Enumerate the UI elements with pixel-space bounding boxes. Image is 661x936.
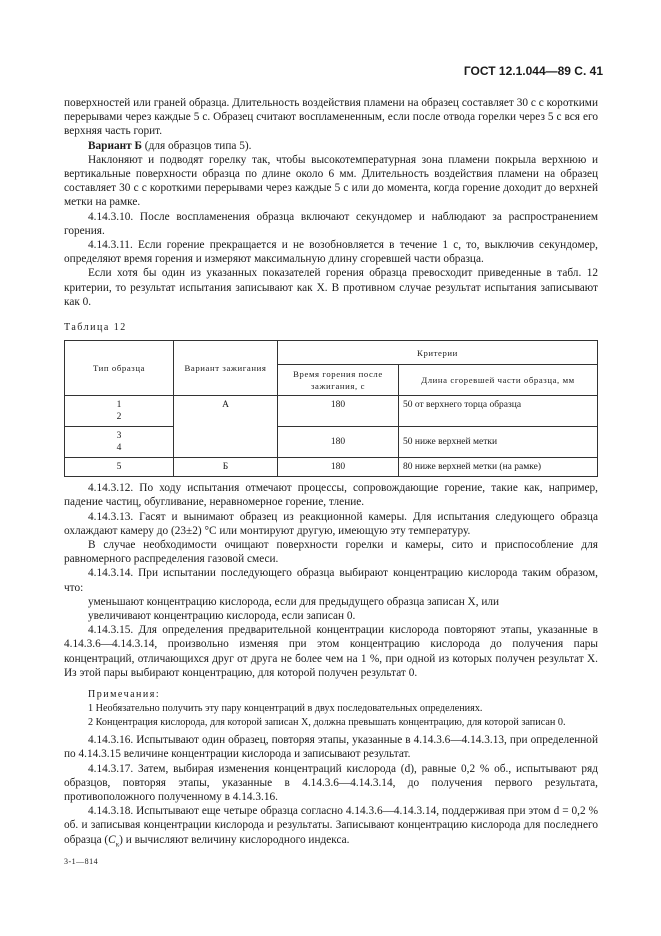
paragraph: 4.14.3.13. Гасят и вынимают образец из реакционной камеры. Для испытания следующего образца охлаждают камеру до (23±2) °С или монтируют другую, имеющую эту температуру.	[64, 510, 598, 537]
paragraph: 4.14.3.10. После воспламенения образца включают секундомер и наблюдают за распространением горения.	[64, 210, 598, 237]
paragraph: 4.14.3.14. При испытании последующего образца выбирают концентрацию кислорода таким образом, что:	[64, 567, 598, 594]
table-row	[65, 396, 598, 427]
page-footer-code: 3-1—814	[64, 857, 99, 866]
paragraph: 4.14.3.12. По ходу испытания отмечают процессы, сопровождающие горение, такие как, например, падение частиц, обугливание, неравномерное горение, тление.	[64, 482, 598, 509]
cell-length: 50 от верхнего торца образца	[399, 396, 598, 427]
last-paragraph: 4.14.3.18. Испытывают еще четыре образца согласно 4.14.3.6—4.14.3.14, поддерживая при этом d = 0,2 % об. и записывая концентрации кислорода и результаты. Записывают концентрацию кислорода для последнего образца $(C_к)$ и вычисляют величину кислородного индекса.	[64, 805, 598, 848]
paragraph: Если хотя бы один из указанных показателей горения образца превосходит приведенные в табл. 12 критерии, то результат испытания записывают как X. В противном случае результат испытания записывают как 0.	[64, 267, 598, 308]
paragraph: Наклоняют и подводят горелку так, чтобы высокотемпературная зона пламени покрыла верхнюю и вертикальные поверхности образца по длине около 6 мм. Длительность воздействия пламени на образец составляет 30 с с короткими перерывами через каждые 5 с или до момента, когда горение доходит до верхней метки на рамке.	[64, 153, 598, 209]
header-type: Тип образца	[65, 341, 174, 396]
cell-variant: Б	[174, 458, 278, 477]
paragraph: 4.14.3.16. Испытывают один образец, повторяя этапы, указанные в 4.14.3.6—4.14.3.13, при определенной по 4.14.3.15 величине концентрации кислорода и записывают результат.	[64, 734, 598, 761]
paragraph: поверхностей или граней образца. Длительность воздействия пламени на образец составляет 30 с с короткими перерывами через каждые 5 с. Образец считают воспламененным, если после отвода горелки через 5 с вся его верхняя часть горит.	[64, 97, 598, 138]
cell-variant: А	[174, 396, 278, 458]
paragraph: уменьшают концентрацию кислорода, если для предыдущего образца записан X, или	[88, 595, 500, 608]
document-body	[64, 96, 598, 851]
note-item: 1 Необязательно получить эту пару концентраций в двух последовательных определениях.	[88, 703, 483, 715]
variant-b-label: Вариант Б	[88, 139, 142, 152]
cell-time: 180	[278, 427, 399, 458]
cell-length: 50 ниже верхней метки	[399, 427, 598, 458]
table-row	[65, 458, 598, 477]
header-length: Длина сгоревшей части образца, мм	[399, 365, 598, 396]
header-variant: Вариант зажигания	[174, 341, 278, 396]
paragraph: В случае необходимости очищают поверхности горелки и камеры, сито и приспособление для равномерного распределения газовой смеси.	[64, 539, 598, 566]
cell-type: 5	[65, 458, 174, 477]
page-header: ГОСТ 12.1.044—89 С. 41	[463, 64, 603, 78]
notes-title: Примечания:	[88, 689, 161, 701]
cell-time: 180	[278, 396, 399, 427]
table-caption: Таблица 12	[64, 322, 127, 334]
criteria-table	[64, 340, 598, 477]
header-criteria: Критерии	[278, 341, 598, 365]
variant-b-heading	[64, 139, 598, 153]
header-time: Время горения после зажигания, с	[278, 365, 399, 396]
variant-b-note: (для образцов типа 5).	[141, 139, 252, 152]
cell-time: 180	[278, 458, 399, 477]
paragraph: 4.14.3.15. Для определения предварительной концентрации кислорода повторяют этапы, указанные в 4.14.3.6—4.14.3.14, произвольно изменяя при этом концентрацию кислорода до получения пары концентраций, отличающихся друг от друга не более чем на 1 %, при одной из которых получен результат X. Из этой пары выбирают концентрацию, для которой получен результат 0.	[64, 624, 598, 679]
paragraph: 4.14.3.11. Если горение прекращается и не возобновляется в течение 1 с, то, выключив секундомер, определяют время горения и измеряют максимальную длину сгоревшей части образца.	[64, 239, 598, 266]
cell-type: 1 2	[65, 396, 174, 427]
paragraph: 4.14.3.17. Затем, выбирая изменения концентраций кислорода (d), равные 0,2 % об., испытывают ряд образцов, повторяя этапы, указанные в 4.14.3.6—4.14.3.14, до получения первого результата, противоположного полученному в 4.14.3.16.	[64, 762, 598, 803]
cell-length: 80 ниже верхней метки (на рамке)	[399, 458, 598, 477]
note-item: 2 Концентрация кислорода, для которой записан X, должна превышать концентрацию, для которой записан 0.	[88, 716, 566, 728]
cell-type: 3 4	[65, 427, 174, 458]
table-row	[65, 427, 598, 458]
paragraph: увеличивают концентрацию кислорода, если записан 0.	[88, 610, 356, 623]
